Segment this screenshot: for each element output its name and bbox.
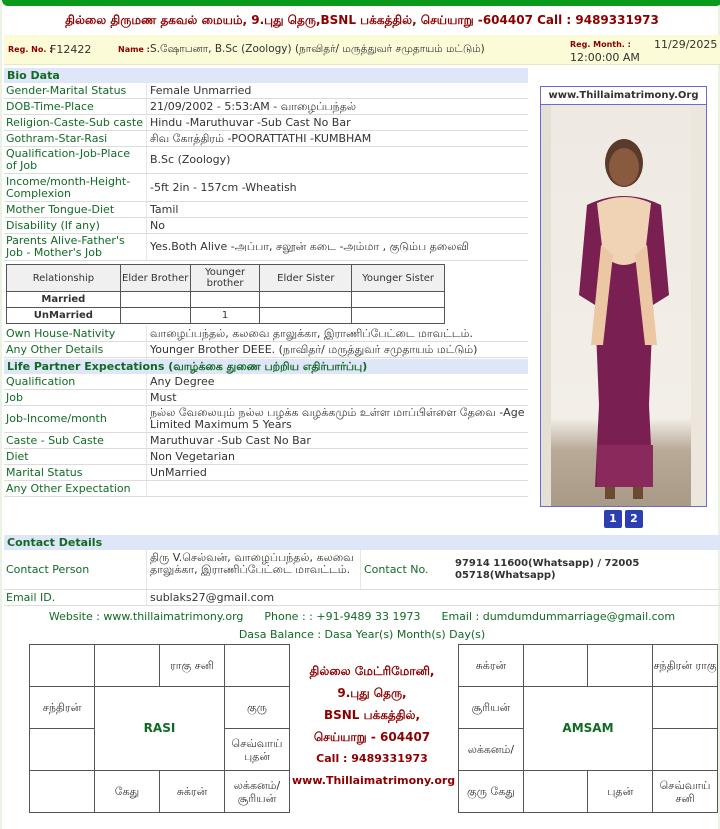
amsam-cell: சந்திரன் ராகு <box>653 645 718 687</box>
reg-no: F12422 <box>50 43 92 56</box>
rasi-cell <box>30 771 95 813</box>
top-bar <box>2 0 720 6</box>
row-value: Yes.Both Alive -அப்பா, சலூன் கடை -அம்மா , குடும்ப தலைவி <box>150 240 469 253</box>
bureau-line[interactable]: www.Thillaimatrimony.org <box>292 774 456 787</box>
data-row <box>4 202 528 218</box>
name-label: Name : <box>118 45 150 54</box>
amsam-cell <box>523 771 588 813</box>
sibling-header: Younger brother <box>190 265 260 292</box>
dasa-balance: Dasa Balance : Dasa Year(s) Month(s) Day(s) <box>238 628 486 641</box>
data-row <box>4 406 528 433</box>
row-value: Hindu -Maruthuvar -Sub Cast No Bar <box>150 115 351 129</box>
siblings-table <box>6 264 445 324</box>
sibling-header: Relationship <box>7 265 121 292</box>
reg-date: 11/29/2025 <box>654 38 718 51</box>
photo-page-2-button[interactable]: 2 <box>625 510 643 528</box>
row-label: Caste - Sub Caste <box>4 433 147 448</box>
data-row <box>4 99 528 115</box>
footer-contact-line <box>2 610 720 623</box>
row-value: நல்ல வேலையும் நல்ல பழக்க வழக்கமும் உள்ள மாப்பிள்ளை தேவை -Age Limited Maximum 5 Years <box>150 406 525 431</box>
row-value: -5ft 2in - 157cm -Wheatish <box>150 180 297 194</box>
footer-website[interactable]: Website : www.thillaimatrimony.org <box>48 610 244 623</box>
sibling-cell <box>120 292 190 308</box>
photo-site-label: www.Thillaimatrimony.Org <box>541 87 706 105</box>
row-value: Younger Brother DEEE. (நாவிதர்/ மருத்துவர் சமுதாயம் மட்டும்) <box>150 342 478 356</box>
data-row <box>4 433 528 449</box>
data-row <box>4 390 528 406</box>
row-label: Religion-Caste-Sub caste <box>4 115 147 130</box>
bio-data-title: Bio Data <box>4 68 528 83</box>
bureau-line: 9.புது தெரு, <box>337 686 407 700</box>
row-label: Marital Status <box>4 465 147 480</box>
bureau-address-block <box>292 660 456 792</box>
amsam-chart <box>458 644 718 813</box>
data-row <box>4 449 528 465</box>
contact-table <box>4 550 720 606</box>
row-value: சிவ கோத்திரம் -POORATTATHI -KUMBHAM <box>150 131 372 145</box>
row-label: Income/month-Height-Complexion <box>4 174 147 201</box>
amsam-cell: சுக்ரன் <box>459 645 524 687</box>
row-label: Mother Tongue-Diet <box>4 202 147 217</box>
row-value: UnMarried <box>150 465 207 479</box>
table-row <box>7 292 445 308</box>
row-value: Non Vegetarian <box>150 449 235 463</box>
partner-expectations-title: Life Partner Expectations (வாழ்க்கை துணை பற்றிய எதிர்பார்ப்பு) <box>4 359 528 374</box>
rasi-cell <box>30 645 95 687</box>
row-label: Gothram-Star-Rasi <box>4 131 147 146</box>
data-row <box>4 131 528 147</box>
contact-details-title: Contact Details <box>4 535 720 550</box>
row-label: Qualification-Job-Place of Job <box>4 147 147 173</box>
amsam-label: AMSAM <box>523 687 652 771</box>
rasi-cell: குரு <box>225 687 290 729</box>
footer-email[interactable]: Email : dumdumdummarriage@gmail.com <box>441 610 676 623</box>
amsam-cell: சூரியன் <box>459 687 524 729</box>
bureau-line: தில்லை மேட்ரிமோனி, <box>309 664 435 678</box>
page-header: தில்லை திருமண தகவல் மையம், 9.புது தெரு,BSNL பக்கத்தில், செய்யாறு -604407 Call : 9489331973 <box>65 13 659 27</box>
row-label: Qualification <box>4 374 147 389</box>
person-figure-icon <box>541 105 706 506</box>
rasi-chart <box>29 644 290 813</box>
row-label: Job <box>4 390 147 405</box>
sibling-cell <box>260 308 352 324</box>
row-value: Female Unmarried <box>150 83 252 97</box>
bureau-line: BSNL பக்கத்தில், <box>323 708 421 722</box>
amsam-cell <box>653 729 718 771</box>
row-value: No <box>150 218 165 232</box>
amsam-cell <box>653 687 718 729</box>
data-row <box>4 481 528 497</box>
footer-phone: Phone : : +91-9489 33 1973 <box>264 610 421 623</box>
row-label: Disability (If any) <box>4 218 147 233</box>
data-row <box>4 174 528 202</box>
row-label: Own House-Nativity <box>4 326 147 341</box>
data-row <box>4 115 528 131</box>
contact-person-label: Contact Person <box>4 550 147 589</box>
row-value <box>147 481 528 496</box>
partner-expectations-table <box>4 374 528 497</box>
rasi-cell: சுக்ரன் <box>160 771 225 813</box>
sibling-cell: Married <box>7 292 121 308</box>
sibling-cell <box>352 308 445 324</box>
rasi-cell: சந்திரன் <box>30 687 95 729</box>
candidate-name: S.ஷோபனா, B.Sc (Zoology) (நாவிதர்/ மருத்துவர் சமுதாயம் மட்டும்) <box>150 43 485 55</box>
rasi-cell: செவ்வாய் புதன் <box>225 729 290 771</box>
rasi-cell <box>30 729 95 771</box>
data-row <box>4 374 528 390</box>
bio-data-table <box>4 83 528 261</box>
sibling-cell: UnMarried <box>7 308 121 324</box>
amsam-cell: புதன் <box>588 771 653 813</box>
sibling-cell <box>190 292 260 308</box>
photo-box <box>540 86 707 507</box>
row-value: Must <box>150 390 177 404</box>
contact-email[interactable]: sublaks27@gmail.com <box>150 591 275 604</box>
amsam-cell: செவ்வாய் சனி <box>653 771 718 813</box>
data-row <box>4 465 528 481</box>
bureau-line: Call : 9489331973 <box>316 752 428 765</box>
table-row <box>7 308 445 324</box>
row-label: Gender-Marital Status <box>4 83 147 98</box>
contact-person: திரு V.செல்வன், வாழைப்பந்தல், கலவை தாலுக்கா, இராணிப்பேட்டை மாவட்டம். <box>150 551 354 576</box>
email-label: Email ID. <box>4 590 147 605</box>
contact-number: 97914 11600(Whatsapp) / 72005 05718(Whatsapp) <box>455 558 640 581</box>
row-value: Any Degree <box>150 374 215 388</box>
rasi-cell: கேது <box>95 771 160 813</box>
row-value: B.Sc (Zoology) <box>150 153 231 166</box>
profile-photo <box>541 105 706 506</box>
sibling-header: Elder Sister <box>260 265 352 292</box>
amsam-cell: லக்கனம்/ <box>459 729 524 771</box>
sibling-cell <box>120 308 190 324</box>
data-row <box>4 218 528 234</box>
data-row <box>4 83 528 99</box>
amsam-cell <box>523 645 588 687</box>
rasi-cell: ராகு சனி <box>160 645 225 687</box>
reg-month-label: Reg. Month. : <box>570 40 631 49</box>
row-label: Any Other Details <box>4 342 147 357</box>
data-row <box>4 234 528 261</box>
rasi-cell <box>225 645 290 687</box>
row-value: Maruthuvar -Sub Cast No Bar <box>150 433 311 447</box>
nativity-table <box>4 326 528 358</box>
rasi-label: RASI <box>95 687 225 771</box>
photo-page-1-button[interactable]: 1 <box>604 510 622 528</box>
row-label: Diet <box>4 449 147 464</box>
row-value: 21/09/2002 - 5:53:AM - வாழைப்பந்தல் <box>150 99 357 113</box>
data-row <box>4 326 528 342</box>
amsam-cell <box>588 645 653 687</box>
row-label: Any Other Expectation <box>4 481 147 496</box>
sibling-header: Elder Brother <box>120 265 190 292</box>
row-value: வாழைப்பந்தல், கலவை தாலுக்கா, இராணிப்பேட்டை மாவட்டம். <box>150 326 473 340</box>
sibling-cell <box>260 292 352 308</box>
sibling-header: Younger Sister <box>352 265 445 292</box>
rasi-cell <box>95 645 160 687</box>
data-row <box>4 342 528 358</box>
contact-no-label: Contact No. <box>360 550 452 589</box>
row-label: Parents Alive-Father's Job - Mother's Job <box>4 234 147 260</box>
sibling-cell: 1 <box>190 308 260 324</box>
reg-no-label: Reg. No. : <box>8 45 53 54</box>
registration-bar <box>4 35 720 65</box>
reg-time: 12:00:00 AM <box>570 51 640 64</box>
rasi-cell: லக்கனம்/ சூரியன் <box>225 771 290 813</box>
row-label: Job-Income/month <box>4 406 147 432</box>
data-row <box>4 147 528 174</box>
bureau-line: செய்யாறு - 604407 <box>313 730 431 744</box>
row-value: Tamil <box>150 202 179 216</box>
sibling-cell <box>352 292 445 308</box>
amsam-cell: குரு கேது <box>459 771 524 813</box>
row-label: DOB-Time-Place <box>4 99 147 114</box>
